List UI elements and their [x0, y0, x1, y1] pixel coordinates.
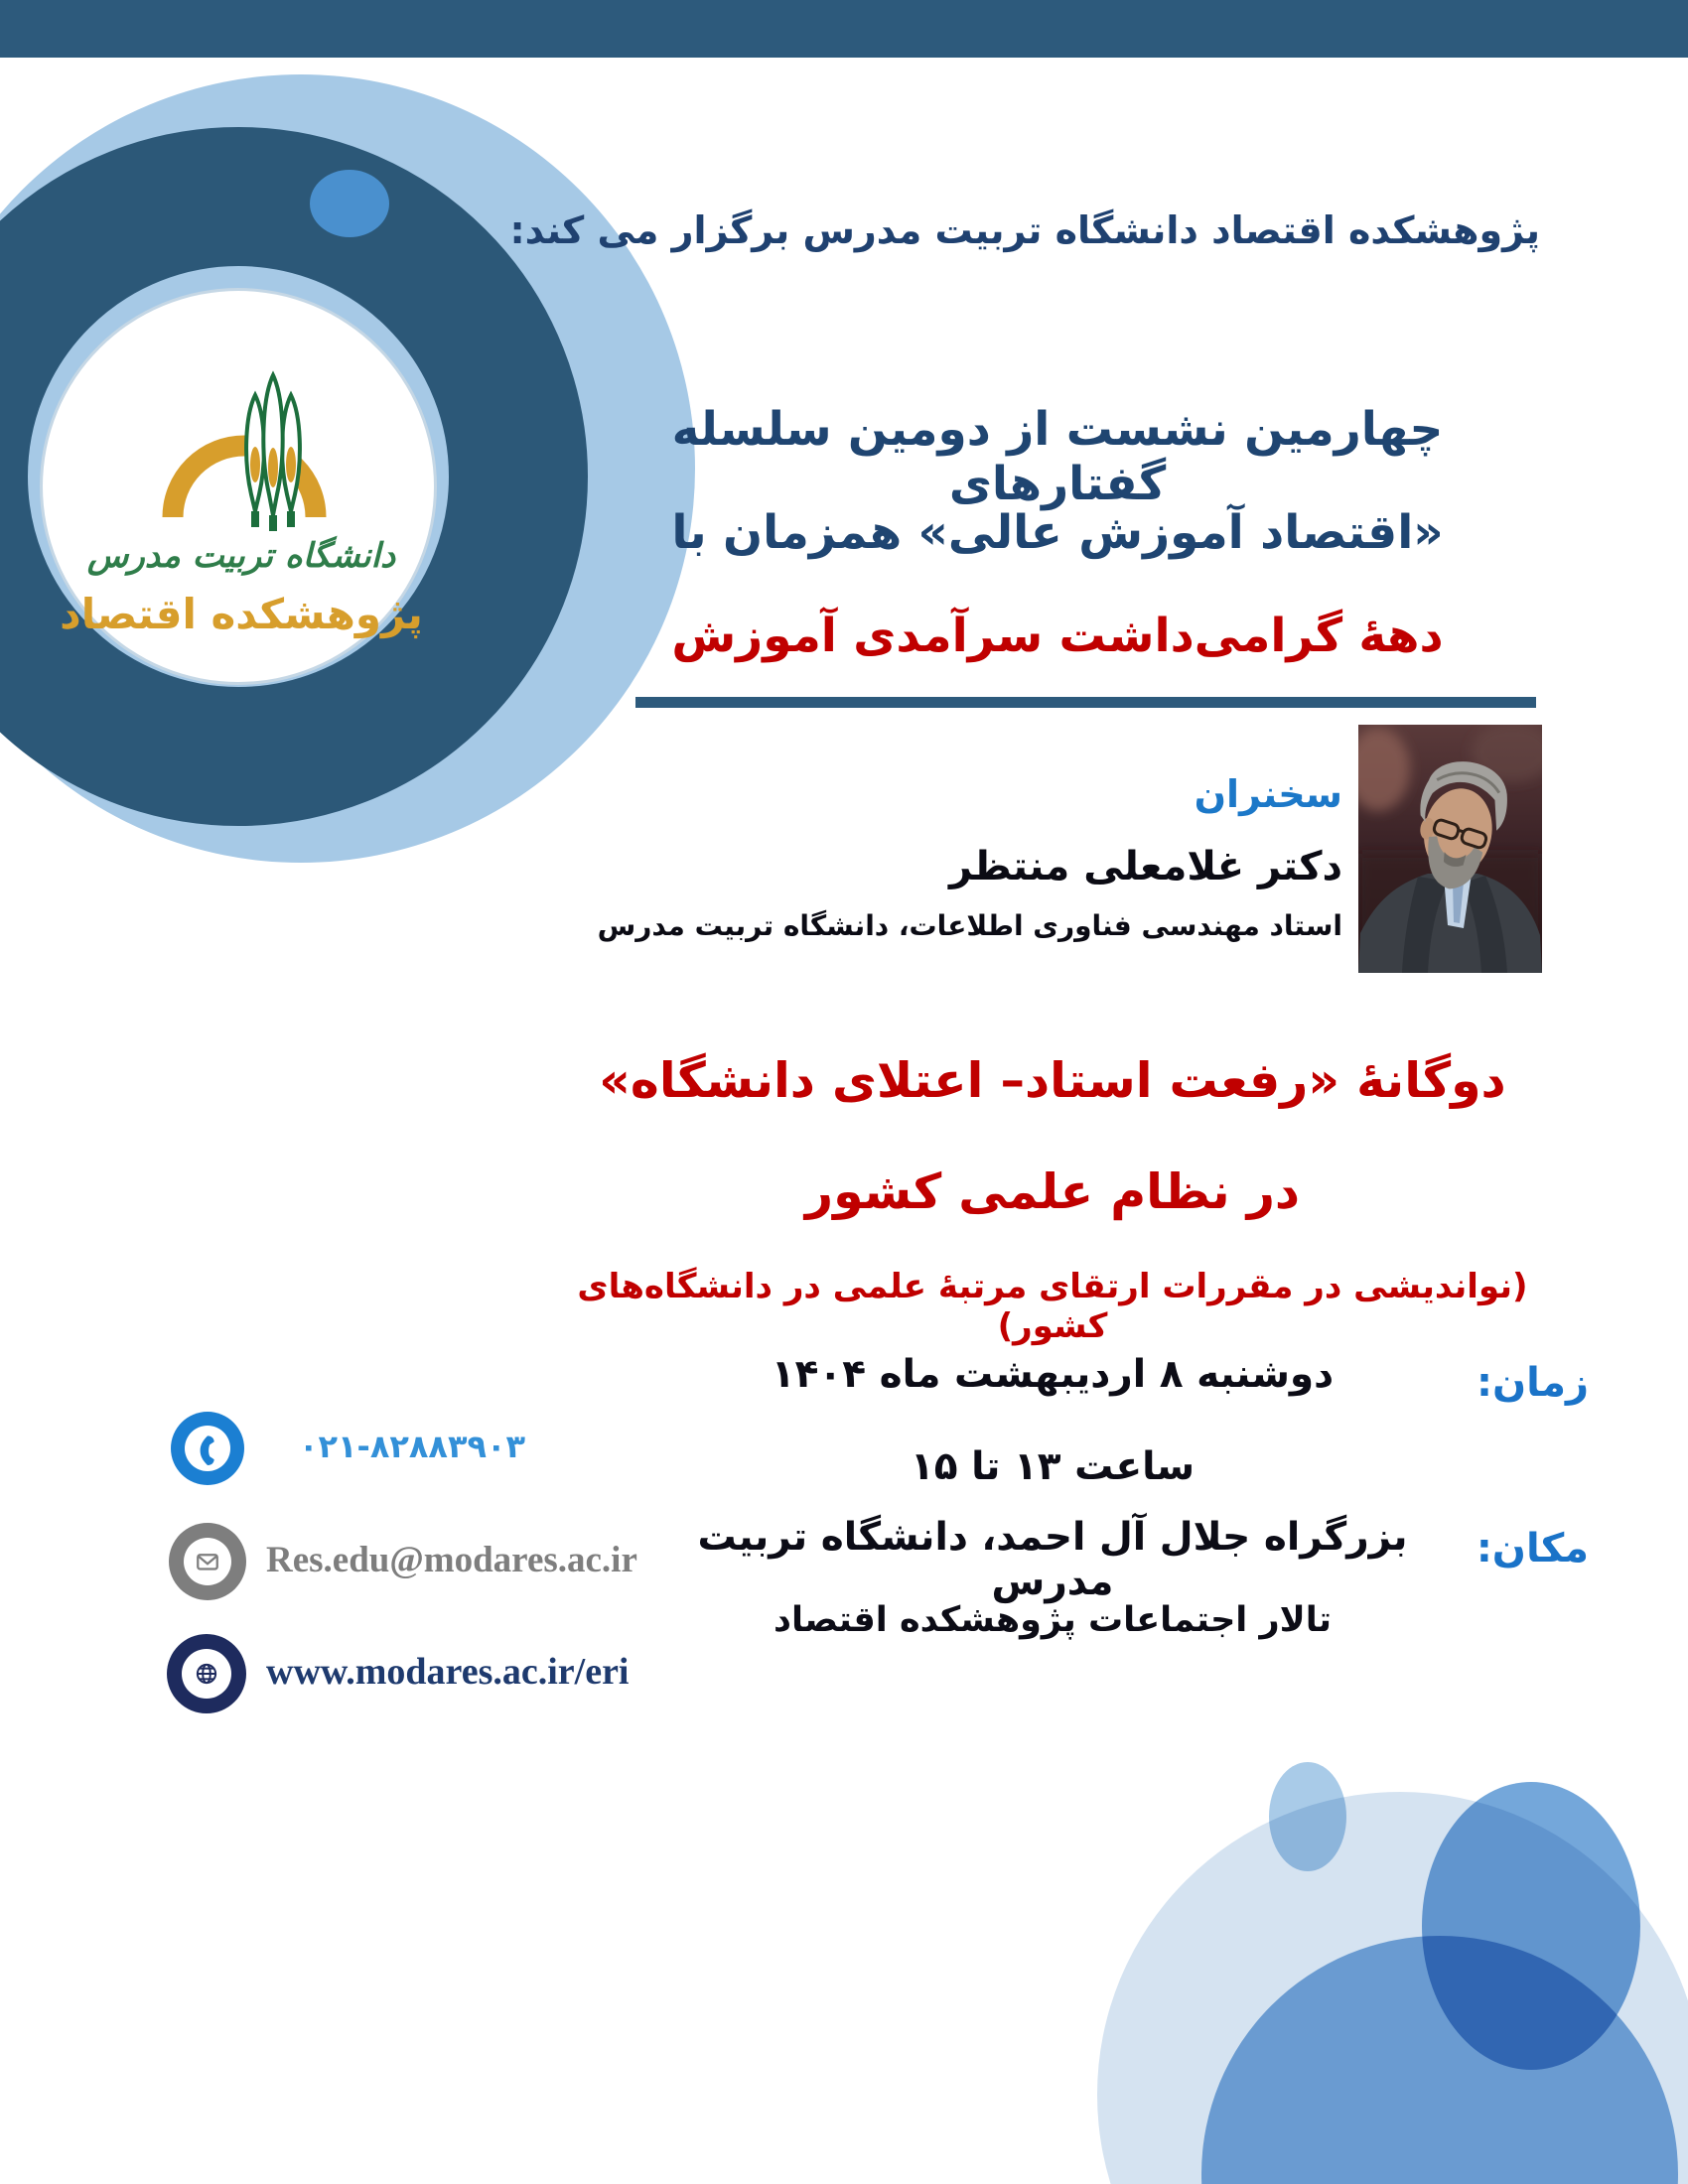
university-logo [40, 288, 437, 685]
email-icon [169, 1523, 246, 1600]
event-date: دوشنبه ۸ اردیبهشت ماه ۱۴۰۴ [771, 1352, 1335, 1397]
topic-line-1: دوگانۀ «رفعت استاد– اعتلای دانشگاه» [599, 1052, 1506, 1109]
speaker-affiliation: استاد مهندسی فناوری اطلاعات، دانشگاه تربیت مدرس [597, 909, 1342, 942]
top-bar [0, 0, 1688, 58]
topic-line-2: در نظام علمی کشور [804, 1163, 1301, 1220]
title-line-2: «اقتصاد آموزش عالی» همزمان با [671, 505, 1444, 560]
university-logo-emblem [43, 291, 440, 688]
separator-rule [635, 697, 1536, 708]
title-line-1: چهارمین نشست از دومین سلسله گفتارهای [671, 402, 1444, 511]
speaker-photo [1358, 725, 1542, 973]
website-url[interactable]: www.modares.ac.ir/eri [266, 1651, 630, 1693]
bottom-circle-small [1269, 1762, 1346, 1871]
event-hours: ساعت ۱۳ تا ۱۵ [910, 1444, 1196, 1489]
logo-university-name: دانشگاه تربیت مدرس [86, 536, 396, 576]
event-venue: تالار اجتماعات پژوهشکده اقتصاد [774, 1600, 1332, 1640]
announcement-text: پژوهشکده اقتصاد دانشگاه تربیت مدرس برگزار می کند: [509, 208, 1540, 252]
event-address: بزرگراه جلال آل احمد، دانشگاه تربیت مدرس [697, 1515, 1408, 1604]
location-label: مکان: [1476, 1526, 1589, 1571]
email-address[interactable]: Res.edu@modares.ac.ir [266, 1540, 637, 1580]
title-line-3: دهۀ گرامی‌داشت سرآمدی آموزش [671, 609, 1444, 663]
phone-icon [171, 1412, 244, 1485]
time-label: زمان: [1477, 1360, 1589, 1406]
speaker-label: سخنران [1194, 772, 1342, 816]
topic-subtitle: (نواندیشی در مقررات ارتقای مرتبۀ علمی در دانشگاه‌های کشور) [577, 1267, 1528, 1346]
logo-institute-name: پژوهشکده اقتصاد [60, 590, 423, 638]
speaker-name: دکتر غلامعلی منتظر [949, 844, 1342, 889]
phone-number: ۰۲۱-۸۲۸۸۳۹۰۳ [298, 1428, 526, 1465]
brush-dot-blue [310, 170, 389, 237]
globe-icon [167, 1634, 246, 1713]
